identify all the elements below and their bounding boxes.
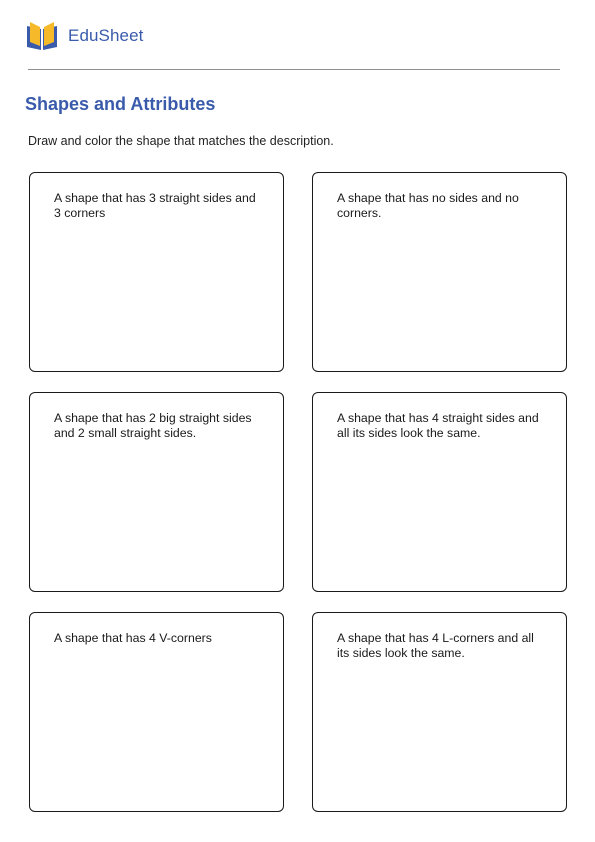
shape-description: A shape that has 4 V-corners: [54, 631, 212, 645]
drawing-box-1[interactable]: [29, 172, 284, 372]
shape-description: A shape that has 4 L-corners and all its sides look the same.: [337, 631, 534, 660]
page-title: Shapes and Attributes: [25, 94, 216, 114]
shape-description: A shape that has 2 big straight sides and 2 small straight sides.: [54, 411, 252, 440]
header: [26, 20, 143, 52]
open-book-icon: [26, 21, 58, 51]
shape-description: A shape that has 4 straight sides and all its sides look the same.: [337, 411, 539, 440]
header-divider: [28, 69, 560, 70]
shape-description: A shape that has 3 straight sides and 3 corners: [54, 191, 256, 220]
drawing-box-2[interactable]: [312, 172, 567, 372]
shape-description: A shape that has no sides and no corners.: [337, 191, 519, 220]
drawing-box-4[interactable]: [312, 392, 567, 592]
drawing-box-6[interactable]: [312, 612, 567, 812]
drawing-box-5[interactable]: [29, 612, 284, 812]
drawing-box-3[interactable]: [29, 392, 284, 592]
instructions: Draw and color the shape that matches the description.: [28, 134, 334, 148]
brand-name: EduSheet: [68, 26, 144, 45]
